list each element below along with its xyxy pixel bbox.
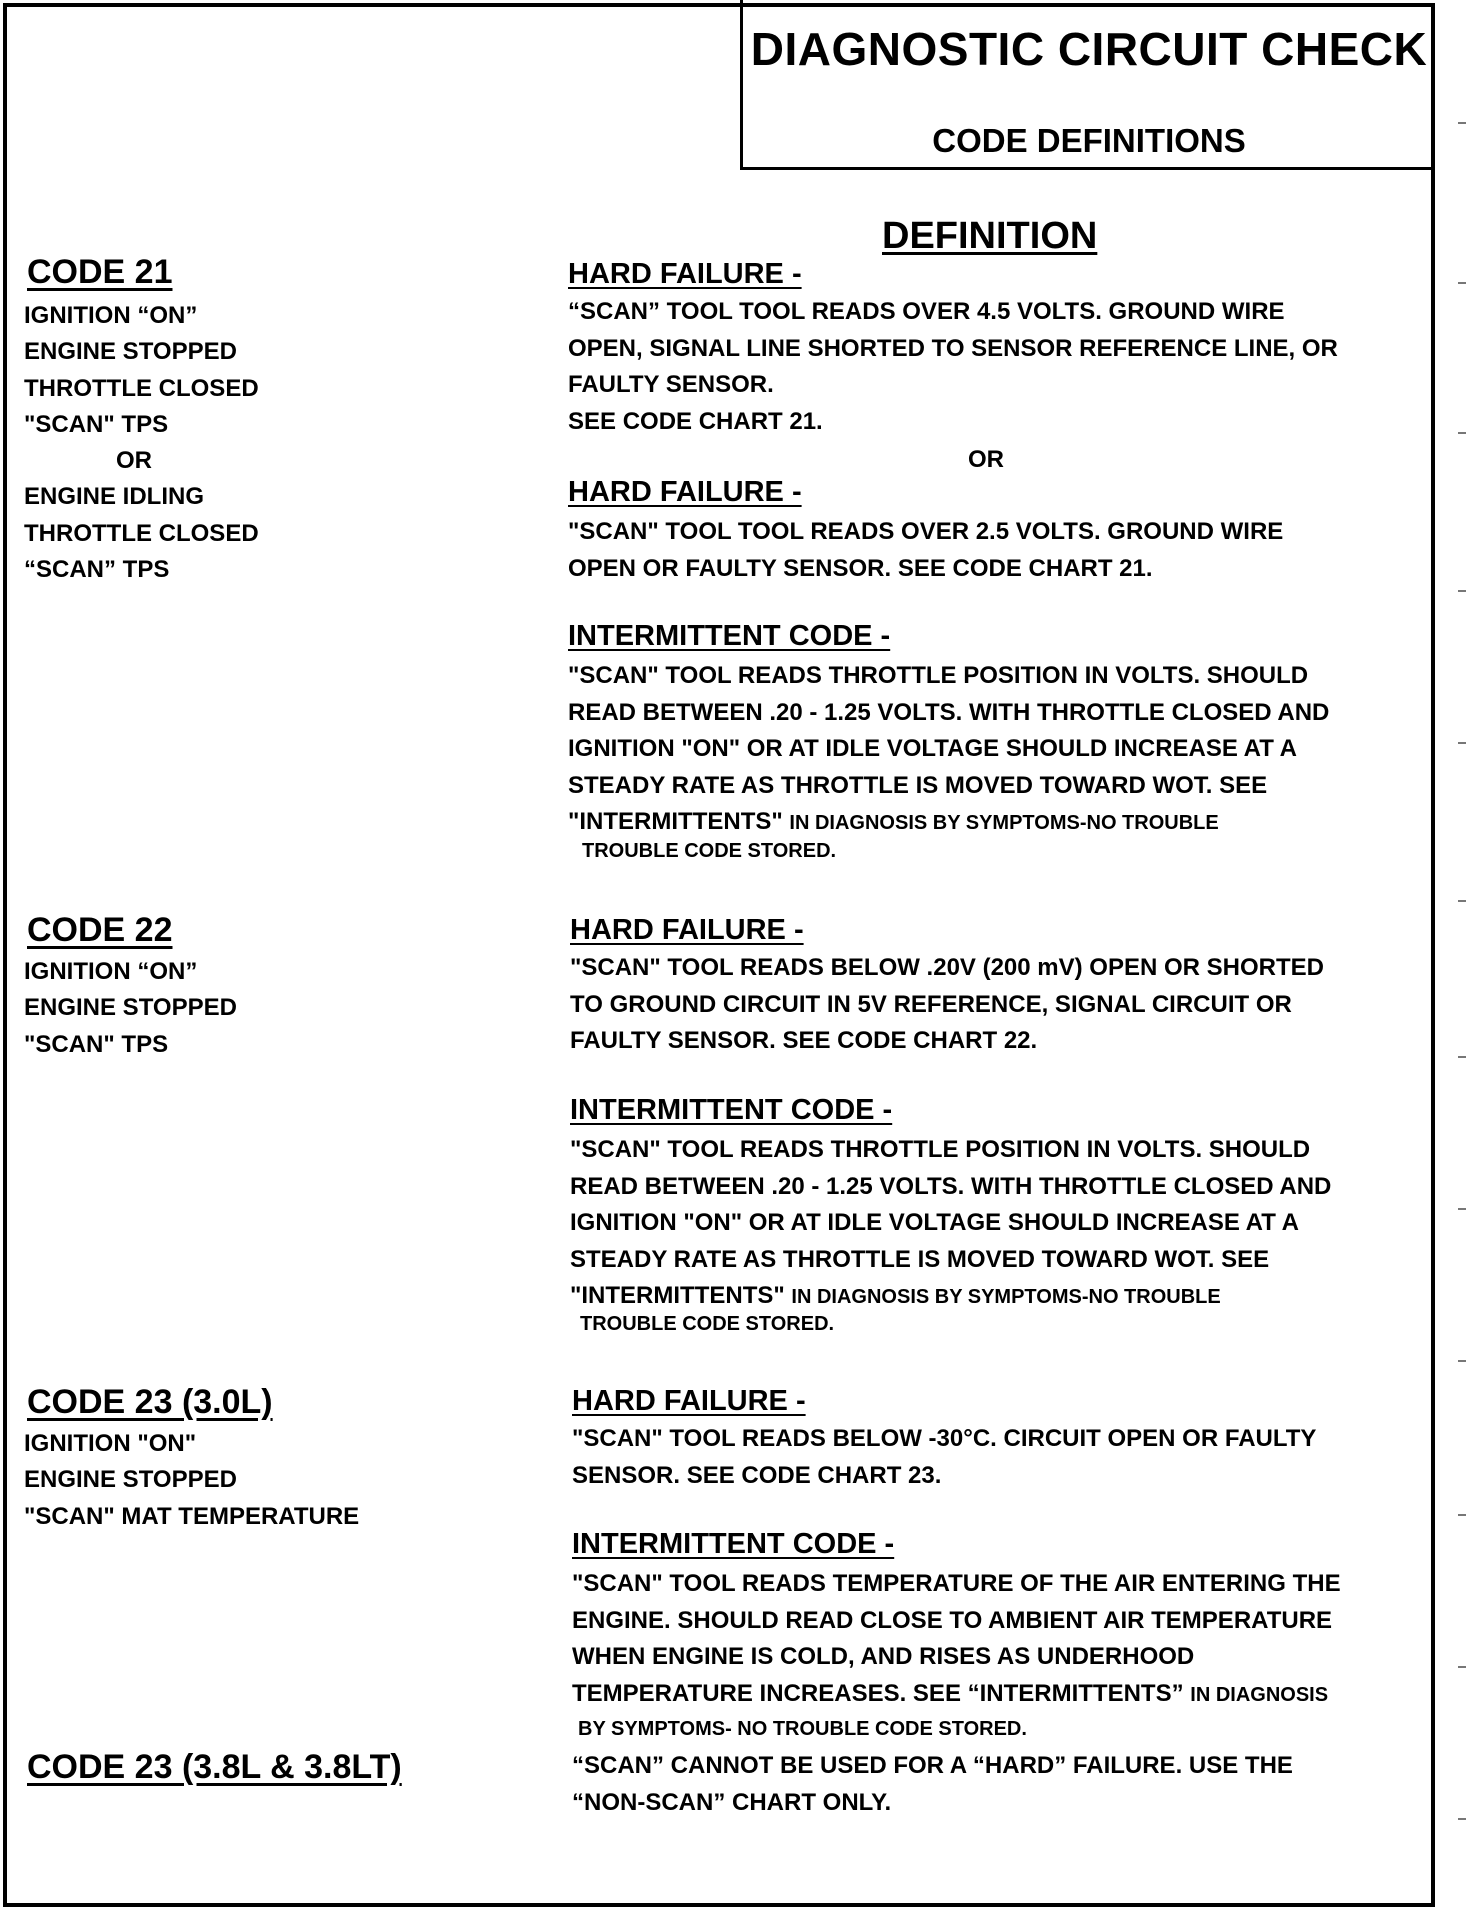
text-line-large: TEMPERATURE INCREASES. SEE “INTERMITTENTS” (572, 1679, 1184, 1707)
condition-line: ENGINE IDLING (24, 483, 205, 511)
condition-line: IGNITION “ON” (24, 302, 198, 329)
text-line: ENGINE. SHOULD READ CLOSE TO AMBIENT AIR TEMPERATURE (572, 1606, 1333, 1634)
code-23-30l-trailing-text: BY SYMPTOMS- NO TROUBLE CODE STORED. (578, 1718, 1027, 1740)
code-23-30l-hard-failure-text (572, 1421, 1316, 1494)
text-line: “NON-SCAN” CHART ONLY. (572, 1788, 892, 1816)
condition-line: IGNITION "ON" (24, 1430, 197, 1457)
code-23-30l-intermittent-heading: INTERMITTENT CODE - (572, 1528, 895, 1560)
text-line: SEE CODE CHART 21. (568, 407, 823, 435)
text-line: “SCAN” TOOL TOOL READS OVER 4.5 VOLTS. GROUND WIRE (568, 298, 1285, 325)
code-21-hard-failure-heading: HARD FAILURE - (568, 258, 802, 290)
condition-line: ENGINE STOPPED (24, 338, 237, 366)
condition-line: THROTTLE CLOSED (24, 374, 259, 402)
text-line-small: IN DIAGNOSIS (1190, 1683, 1329, 1706)
text-line: FAULTY SENSOR. SEE CODE CHART 22. (570, 1027, 1038, 1054)
code-22-hard-failure-text (570, 950, 1324, 1060)
code-22-trailing-text: TROUBLE CODE STORED. (580, 1313, 835, 1335)
text-line: OPEN, SIGNAL LINE SHORTED TO SENSOR REFERENCE LINE, OR (568, 334, 1338, 362)
text-line: FAULTY SENSOR. (568, 371, 774, 398)
text-line: READ BETWEEN .20 - 1.25 VOLTS. WITH THROTTLE CLOSED AND (570, 1172, 1332, 1200)
page-subtitle: CODE DEFINITIONS (932, 122, 1246, 159)
condition-line: "SCAN" TPS (24, 410, 169, 438)
condition-line: ENGINE STOPPED (24, 1466, 237, 1494)
margin-tick (1458, 590, 1466, 592)
code-21-hard-failure-text (568, 294, 1338, 440)
or-separator: OR (968, 446, 1004, 473)
code-23-30l-title: CODE 23 (3.0L) (27, 1383, 273, 1421)
code-22-intermittent-heading: INTERMITTENT CODE - (570, 1094, 893, 1126)
margin-tick (1458, 432, 1466, 434)
code-21-trailing-text: TROUBLE CODE STORED. (582, 840, 837, 862)
condition-line: IGNITION “ON” (24, 958, 198, 985)
title-box (740, 0, 1435, 170)
text-line: "SCAN" TOOL TOOL READS OVER 2.5 VOLTS. GROUND WIRE (568, 518, 1284, 545)
code-21-intermittent-text (568, 658, 1329, 842)
margin-tick (1458, 900, 1466, 902)
code-22-hard-failure-heading: HARD FAILURE - (570, 914, 804, 946)
text-line-large: "INTERMITTENTS" (570, 1282, 785, 1309)
condition-line: "SCAN" TPS (24, 1030, 169, 1058)
text-line: "SCAN" TOOL READS TEMPERATURE OF THE AIR ENTERING THE (572, 1570, 1341, 1597)
text-line-small: IN DIAGNOSIS BY SYMPTOMS-NO TROUBLE (789, 812, 1219, 834)
margin-tick (1458, 1514, 1466, 1516)
margin-tick (1458, 1666, 1466, 1668)
text-line: IGNITION "ON" OR AT IDLE VOLTAGE SHOULD INCREASE AT A (570, 1209, 1299, 1236)
margin-tick (1458, 122, 1466, 124)
condition-line: ENGINE STOPPED (24, 994, 237, 1022)
margin-tick (1458, 742, 1466, 744)
text-line: "SCAN" TOOL READS BELOW -30°C. CIRCUIT OPEN OR FAULTY (572, 1425, 1317, 1452)
text-line: WHEN ENGINE IS COLD, AND RISES AS UNDERHOOD (572, 1643, 1195, 1670)
text-line-small: IN DIAGNOSIS BY SYMPTOMS-NO TROUBLE (791, 1286, 1221, 1308)
code-21-conditions (24, 298, 259, 588)
text-line: "SCAN" TOOL READS THROTTLE POSITION IN VOLTS. SHOULD (568, 662, 1309, 689)
code-23-30l-intermittent-text (572, 1566, 1341, 1713)
condition-line: "SCAN" MAT TEMPERATURE (24, 1502, 360, 1530)
text-line: READ BETWEEN .20 - 1.25 VOLTS. WITH THROTTLE CLOSED AND (568, 698, 1330, 726)
code-22-title: CODE 22 (27, 911, 173, 949)
code-23-38l-text (572, 1748, 1293, 1821)
text-line: “SCAN” CANNOT BE USED FOR A “HARD” FAILURE. USE THE (572, 1752, 1293, 1779)
code-21-intermittent-heading: INTERMITTENT CODE - (568, 620, 891, 652)
margin-tick (1458, 282, 1466, 284)
margin-tick (1458, 1056, 1466, 1058)
text-line: "SCAN" TOOL READS BELOW .20V (200 mV) OPEN OR SHORTED (570, 954, 1324, 981)
code-22-intermittent-text (570, 1132, 1331, 1316)
text-line (568, 804, 1329, 842)
text-line: IGNITION "ON" OR AT IDLE VOLTAGE SHOULD INCREASE AT A (568, 735, 1297, 762)
code-21-title: CODE 21 (27, 253, 173, 291)
text-line: "SCAN" TOOL READS THROTTLE POSITION IN VOLTS. SHOULD (570, 1136, 1311, 1163)
code-23-30l-conditions (24, 1426, 359, 1535)
margin-tick (1458, 1360, 1466, 1362)
margin-tick (1458, 1208, 1466, 1210)
text-line: OPEN OR FAULTY SENSOR. SEE CODE CHART 21. (568, 554, 1153, 582)
margin-tick (1458, 1818, 1466, 1820)
definition-heading: DEFINITION (882, 215, 1098, 257)
code-23-30l-hard-failure-heading: HARD FAILURE - (572, 1385, 806, 1417)
code-23-38l-title: CODE 23 (3.8L & 3.8LT) (27, 1748, 402, 1786)
page-title: DIAGNOSTIC CIRCUIT CHECK (750, 23, 1428, 75)
text-line: SENSOR. SEE CODE CHART 23. (572, 1461, 942, 1489)
text-line: STEADY RATE AS THROTTLE IS MOVED TOWARD WOT. SEE (570, 1245, 1270, 1273)
condition-or: OR (116, 447, 152, 475)
text-line: STEADY RATE AS THROTTLE IS MOVED TOWARD WOT. SEE (568, 771, 1268, 799)
condition-line: THROTTLE CLOSED (24, 519, 259, 547)
text-line-large: "INTERMITTENTS" (568, 808, 783, 835)
code-22-conditions (24, 954, 237, 1063)
code-21-hard-failure-2-text (568, 514, 1283, 587)
code-21-hard-failure-2-heading: HARD FAILURE - (568, 476, 802, 508)
condition-line: “SCAN” TPS (24, 556, 170, 584)
text-line: TO GROUND CIRCUIT IN 5V REFERENCE, SIGNAL CIRCUIT OR (570, 990, 1292, 1018)
text-line (572, 1676, 1341, 1714)
